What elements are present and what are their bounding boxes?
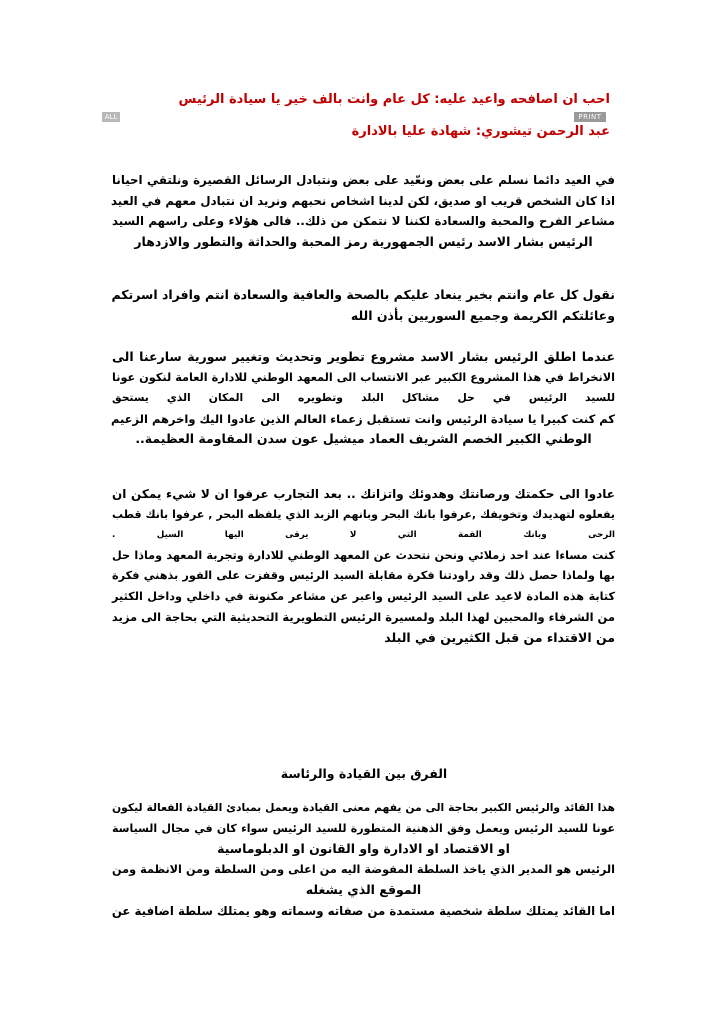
text-line: من الاقتداء من قبل الكثيرين في البلد [384, 629, 615, 645]
paragraph-1 [112, 170, 615, 252]
text-line: في العيد دائما نسلم على بعض ونعّيد على بعض ونتبادل الرسائل القصيرة ونلتقي احيانا [112, 173, 615, 187]
text-line: بها ولماذا حصل ذلك وقد راودتنا فكرة مقابلة السيد الرئيس وقفزت على الفور بذهني فكرة [112, 569, 615, 582]
text-line: كم كنت كبيرا يا سيادة الرئيس وانت تستقبل زعماء العالم الذين عادوا اليك واخرهم الزعيم [110, 411, 615, 426]
text-line: اذا كان الشخص قريب او صديق، لكن لدينا اشخاص نحبهم ونريد ان نتبادل معهم في العيد [111, 193, 615, 208]
text-line: عندما اطلق الرئيس بشار الاسد مشروع تطوير وتحديث وتغيير سورية سارعنا الى [112, 349, 615, 364]
text-line: وعائلتكم الكريمة وجميع السوريين بأذن الله [350, 307, 615, 323]
text-line: يفعلوه لتهديدك وتخويفك ,عرفوا بانك البحر وبانهم الزبد الذي يلفظه البحر , عرفوا بانك قطب [112, 507, 615, 521]
paragraph-3 [112, 347, 615, 450]
text-line: الانخراط في هذا المشروع الكبير عبر الانتساب الى المعهد الوطني للادارة العامة لنكون عونا [112, 370, 615, 384]
text-line: عونا للسيد الرئيس ويعمل وفق الذهنية المتطورة للسيد الرئيس سواء كان في مجال السياسة [112, 821, 615, 835]
print-button[interactable]: PRINT [574, 112, 606, 122]
paragraph-2 [112, 285, 615, 326]
text-line: الرئيس بشار الاسد رئيس الجمهورية رمز المحبة والحداثة والتطور والازدهار [134, 233, 593, 249]
text-line: كتابة هذه المادة لاعيد على السيد الرئيس واعبر عن مشاعر مكنونة في داخلي وداخل الكثير [112, 589, 615, 603]
text-line: هذا القائد والرئيس الكبير بحاجة الى من يفهم معنى القيادة ويعمل بمبادئ القيادة الفعالة ليكون [112, 801, 615, 814]
paragraph-5 [112, 798, 615, 921]
text-line: مشاعر الفرح والمحبة والسعادة لكننا لا نتمكن من ذلك.. فالى هؤلاء وعلى راسهم السيد [112, 214, 615, 228]
text-line: نقول كل عام وانتم بخير ينعاد عليكم بالصحة والعافية والسعادة انتم وافراد اسرتكم [111, 287, 615, 302]
article-title: احب ان اصافحه واعيد عليه: كل عام وانت بالف خير يا سيادة الرئيس [178, 92, 610, 107]
text-line: عادوا الى حكمتك ورصانتك وهدوئك واتزانك .. بعد التجارب عرفوا ان لا شيء يمكن ان [112, 487, 615, 501]
text-line: او الاقتصاد او الادارة واو القانون او الدبلوماسية [217, 841, 510, 856]
text-line: الوطني الكبير الخصم الشريف العماد ميشيل عون سدن المقاومة العظيمة.. [135, 431, 592, 446]
all-badge: ALL [102, 112, 120, 122]
text-line: كنت مساءا عند احد زملائي ونحن نتحدث عن المعهد الوطني للادارة وتجربة المعهد وماذا حل [112, 548, 615, 562]
author-line: عبد الرحمن تيشوري: شهادة عليا بالادارة [351, 124, 610, 139]
text-line: من الشرفاء والمحبين لهذا البلد ولمسيرة الرئيس التطويرية التحديثية التي بحاجة الى مزيد [111, 610, 615, 624]
text-line: الموقع الذي يشغله [305, 882, 422, 897]
section-heading: الفرق بين القيادة والرئاسة [280, 766, 448, 781]
text-line: الرحى وبانك القمة التي لا يرقى اليها السيل . [112, 530, 615, 540]
text-line: للسيد الرئيس في حل مشاكل البلد وتطويره الى المكان الذي يستحق [112, 391, 615, 404]
text-line: اما القائد يمتلك سلطة شخصية مستمدة من صفاته وسماته وهو يمتلك سلطة اضافية عن [111, 903, 615, 918]
paragraph-4 [112, 484, 615, 648]
text-line: الرئيس هو المدير الذي ياخذ السلطة المفوضة اليه من اعلى ومن السلطة ومن الانظمة ومن [112, 862, 615, 876]
